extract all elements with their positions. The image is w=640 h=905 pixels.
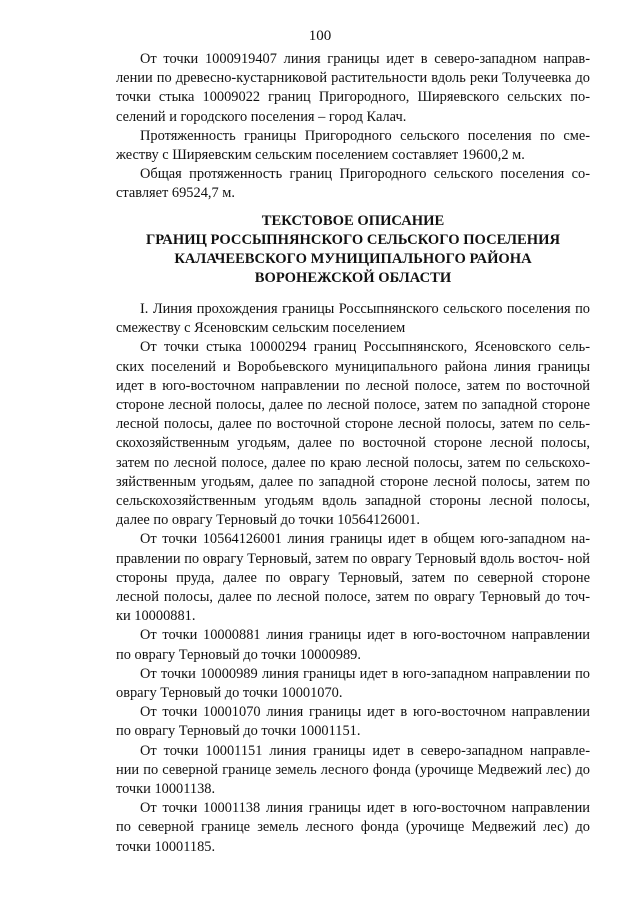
section-title	[116, 300, 590, 338]
text-line: лесной полосы, далее по восточной стороне лесной полосы, затем по сель-	[116, 416, 590, 433]
heading-line: ТЕКСТОВОЕ ОПИСАНИЕ	[261, 213, 445, 229]
heading-line: ГРАНИЦ РОССЫПНЯНСКОГО СЕЛЬСКОГО ПОСЕЛЕНИЯ	[145, 232, 561, 248]
document-heading	[116, 212, 590, 288]
text-line: по оврагу Терновый до точки 10001151.	[116, 723, 361, 740]
intro-paragraph-1	[116, 50, 590, 127]
text-line: I. Линия прохождения границы Россыпнянского сельского поселения	[140, 301, 571, 317]
boundary-paragraph-7	[116, 799, 590, 857]
text-line: правлении по оврагу Терновый, затем по оврагу Терновый вдоль восточ-	[116, 550, 564, 567]
intro-paragraph-2	[116, 127, 590, 165]
text-line: по смежеству с Ясеновским сельским поселением	[116, 301, 590, 337]
text-line: От точки 10001151 линия границы идет в северо-западном направле-	[140, 742, 590, 759]
text-line: лесной полосы, далее по лесной полосе, затем по оврагу Терновый до точ-	[116, 589, 590, 606]
text-line: жеству с Ширяевским сельским поселением составляет 19600,2 м.	[116, 147, 525, 164]
heading-line: КАЛАЧЕЕВСКОГО МУНИЦИПАЛЬНОГО РАЙОНА	[174, 251, 532, 267]
text-line: до точки 10001138.	[116, 761, 590, 798]
text-line: нии по северной границе земель лесного фонда (урочище Медвежий лес)	[116, 761, 572, 778]
text-line: затем по лесной полосе, далее по краю лесной полосы, затем по сельскохо-	[116, 454, 590, 471]
text-line: точки 10001185.	[116, 838, 216, 855]
text-line: до точки стыка 10009022 границ Пригородного, Ширяевского сельских по-	[116, 70, 590, 106]
heading-line: ВОРОНЕЖСКОЙ ОБЛАСТИ	[254, 270, 452, 286]
intro-paragraph-3	[116, 165, 590, 203]
text-line: От точки 10000881 линия границы идет в юго-восточном направлении	[140, 627, 590, 644]
text-line: скохозяйственным угодьям, далее по восточной стороне лесной полосы,	[116, 435, 590, 452]
text-line: Общая протяженность границ Пригородного сельского поселения со-	[140, 166, 590, 183]
text-line: От точки стыка 10000294 границ Россыпнянского, Ясеновского сель-	[140, 339, 590, 356]
text-line: по северной границе земель лесного фонда (урочище Медвежий лес) до	[116, 819, 590, 836]
text-line: Протяженность границы Пригородного сельского поселения по сме-	[140, 127, 590, 144]
text-line: по оврагу Терновый до точки 10000989.	[116, 646, 361, 663]
text-line: далее по оврагу Терновый до точки 10564126001.	[116, 512, 420, 529]
text-line: ских поселений и Воробьевского муниципального района линия границы	[116, 358, 590, 375]
boundary-paragraph-2	[116, 530, 590, 626]
text-line: ставляет 69524,7 м.	[116, 185, 235, 202]
boundary-paragraph-6	[116, 742, 590, 800]
text-line: селений и городского поселения – город Калач.	[116, 108, 407, 125]
boundary-paragraph-5	[116, 703, 590, 741]
boundary-paragraph-3	[116, 626, 590, 664]
text-line: лении по древесно-кустарниковой растительности вдоль реки Толучеевка	[116, 70, 572, 87]
boundary-paragraph-1	[116, 338, 590, 530]
text-line: От точки 10001138 линия границы идет в юго-восточном направлении	[140, 800, 590, 817]
text-line: идет в юго-восточном направлении по лесной полосе, затем по восточной	[116, 377, 590, 394]
intro-text	[116, 50, 590, 204]
boundary-paragraph-4	[116, 665, 590, 703]
page-number: 100	[308, 28, 332, 44]
text-line: От точки 10564126001 линия границы идет в общем юго-западном на-	[140, 531, 590, 548]
text-line: От точки 10000989 линия границы идет в юго-западном направлении	[140, 665, 571, 682]
section-body	[116, 300, 590, 857]
text-line: стороне лесной полосы, далее по лесной полосе, затем по западной стороне	[116, 397, 590, 414]
text-line: От точки 10001070 линия границы идет в юго-восточном направлении	[140, 704, 590, 721]
text-line: От точки 1000919407 линия границы идет в северо-западном направ-	[140, 51, 590, 67]
text-line: ной стороны пруда, далее по оврагу Терновый, затем по северной стороне	[116, 550, 590, 586]
text-line: по оврагу Терновый до точки 10001070.	[116, 665, 590, 702]
text-line: зяйственным угодьям, далее по западной стороне лесной полосы, затем по	[116, 473, 590, 490]
text-line: сельскохозяйственным угодьям вдоль западной стороны лесной полосы,	[116, 493, 590, 510]
text-line: ки 10000881.	[116, 608, 196, 625]
